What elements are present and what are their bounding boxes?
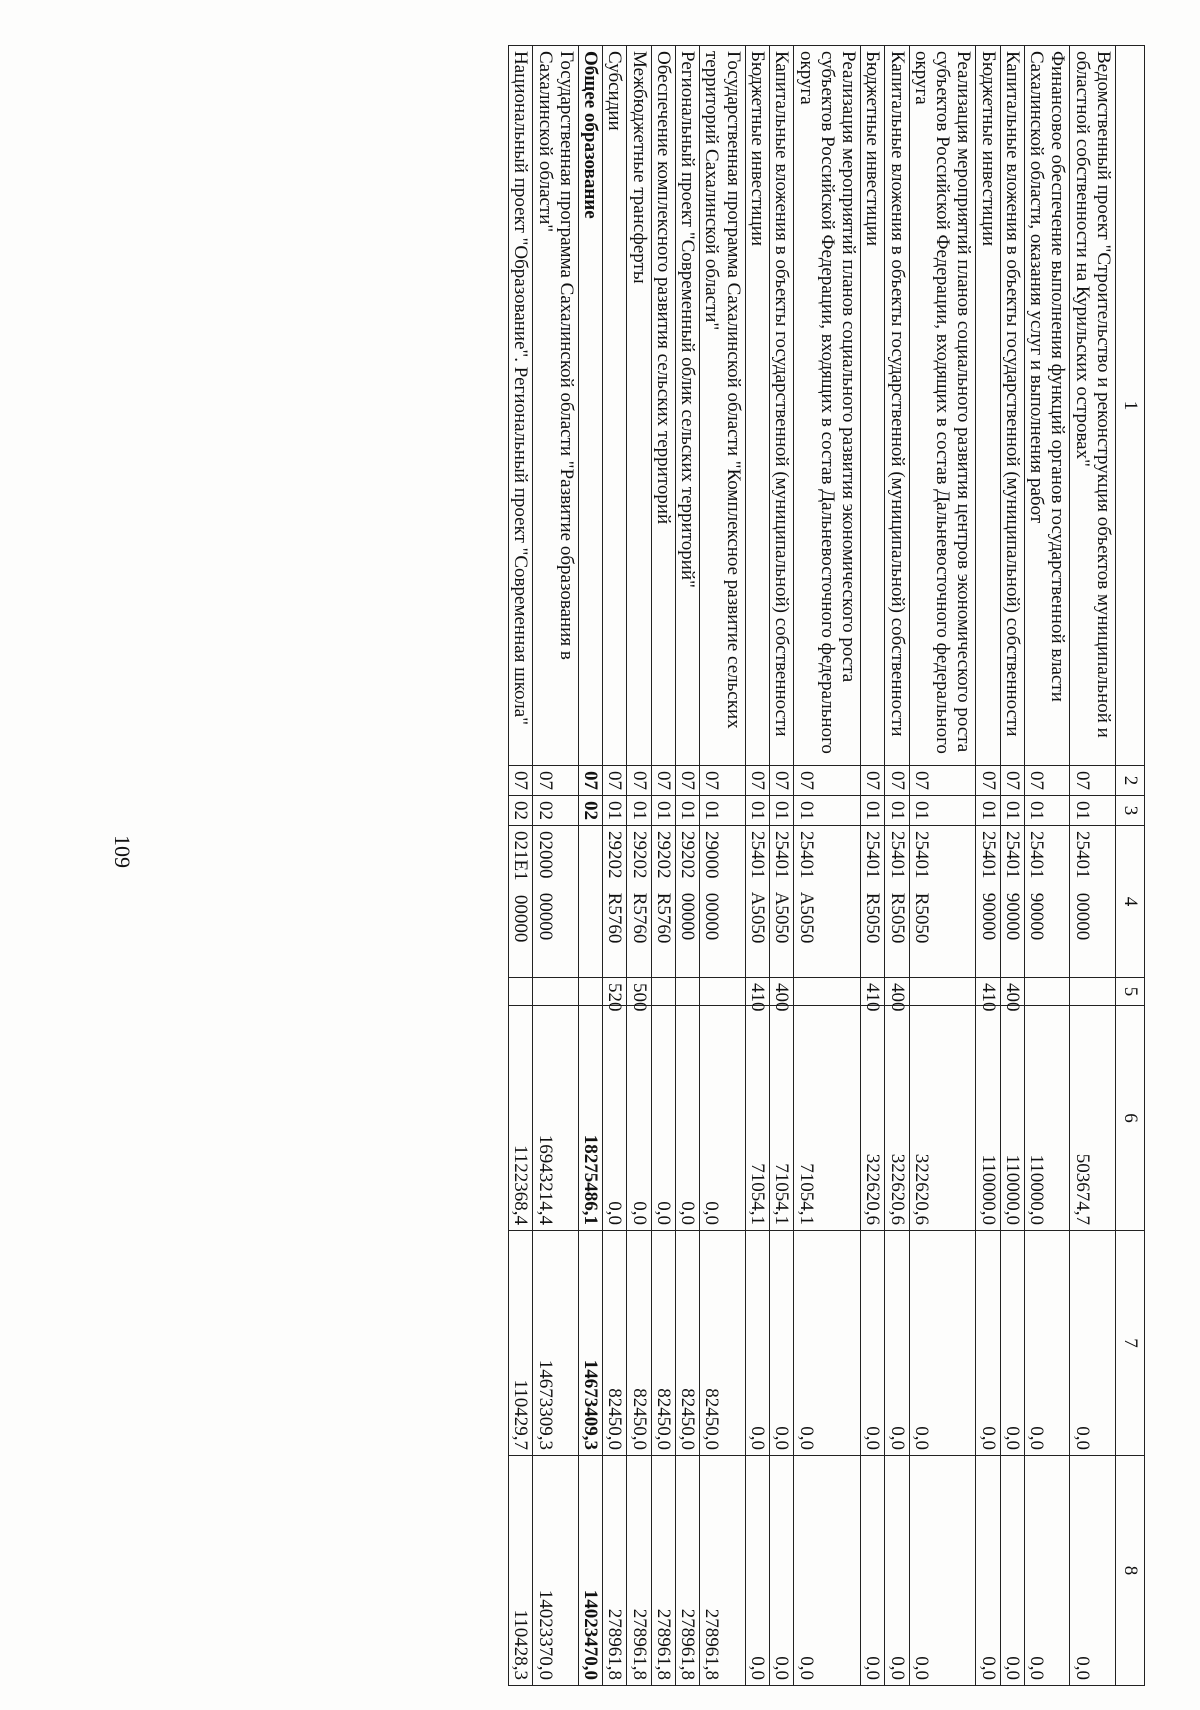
table-row (861, 46, 885, 1686)
table-row (770, 46, 794, 1686)
amount-col-6: 0,0 (700, 1006, 746, 1231)
target-article-code: 25401 00000 (1070, 826, 1116, 978)
section-code: 07 (651, 766, 675, 796)
subsection-code: 01 (794, 796, 861, 826)
subsection-code: 01 (700, 796, 746, 826)
row-name: Региональный проект "Современный облик сельских территорий" (675, 46, 699, 766)
subsection-code: 01 (1024, 796, 1070, 826)
table-row (509, 46, 533, 1686)
amount-col-7: 0,0 (885, 1231, 909, 1456)
amount-col-8: 0,0 (976, 1456, 1000, 1686)
section-code: 07 (976, 766, 1000, 796)
target-article-code: 29202 R5760 (627, 826, 651, 978)
row-name: Ведомственный проект "Строительство и реконструкция объектов муниципальной и областной собственности на Курильских островах" (1070, 46, 1116, 766)
amount-col-7: 0,0 (770, 1231, 794, 1456)
amount-col-6: 322620,6 (885, 1006, 909, 1231)
header-col-5: 5 (1116, 978, 1145, 1006)
target-article-code: 25401 R5050 (885, 826, 909, 978)
expense-type-code: 410 (745, 978, 769, 1006)
header-col-3: 3 (1116, 796, 1145, 826)
rotated-page (85, 45, 1145, 1685)
row-name: Бюджетные инвестиции (976, 46, 1000, 766)
section-code: 07 (700, 766, 746, 796)
amount-col-6: 71054,1 (794, 1006, 861, 1231)
row-name: Реализация мероприятий планов социального развития центров экономического роста субъектов Российской Федерации, входящих в состав Дальневосточного федерального округа (909, 46, 976, 766)
amount-col-7: 0,0 (794, 1231, 861, 1456)
table-row (675, 46, 699, 1686)
section-code: 07 (1000, 766, 1024, 796)
amount-col-6: 71054,1 (770, 1006, 794, 1231)
target-article-code: 25401 A5050 (770, 826, 794, 978)
table-row (1024, 46, 1070, 1686)
amount-col-6: 71054,1 (745, 1006, 769, 1231)
target-article-code: 29000 00000 (700, 826, 746, 978)
amount-col-7: 0,0 (1024, 1231, 1070, 1456)
section-code: 07 (770, 766, 794, 796)
amount-col-8: 14023470,0 (578, 1456, 602, 1686)
row-name: Национальный проект "Образование". Региональный проект "Современная школа" (509, 46, 533, 766)
page-number: 109 (110, 835, 135, 868)
subsection-code: 01 (675, 796, 699, 826)
amount-col-6: 1122368,4 (509, 1006, 533, 1231)
amount-col-8: 110428,3 (509, 1456, 533, 1686)
expense-type-code (700, 978, 746, 1006)
row-name: Обеспечение комплексного развития сельских территорий (651, 46, 675, 766)
row-name: Общее образование (578, 46, 602, 766)
expense-type-code (651, 978, 675, 1006)
amount-col-8: 278961,8 (675, 1456, 699, 1686)
target-article-code: 25401 90000 (1024, 826, 1070, 978)
section-code: 07 (1024, 766, 1070, 796)
expense-type-code (1024, 978, 1070, 1006)
table-row (533, 46, 579, 1686)
header-col-7: 7 (1116, 1231, 1145, 1456)
target-article-code: 25401 A5050 (745, 826, 769, 978)
target-article-code: 021E1 00000 (509, 826, 533, 978)
row-name: Капитальные вложения в объекты государственной (муниципальной) собственности (885, 46, 909, 766)
row-name: Реализация мероприятий планов социального развития экономического роста субъектов Российской Федерации, входящих в состав Дальневосточного федерального округа (794, 46, 861, 766)
section-code: 07 (861, 766, 885, 796)
expense-type-code: 400 (1000, 978, 1024, 1006)
amount-col-8: 0,0 (1024, 1456, 1070, 1686)
subsection-code: 01 (1000, 796, 1024, 826)
amount-col-7: 82450,0 (700, 1231, 746, 1456)
subsection-code: 01 (651, 796, 675, 826)
expense-type-code (1070, 978, 1116, 1006)
amount-col-6: 0,0 (651, 1006, 675, 1231)
subsection-code: 01 (885, 796, 909, 826)
header-row (1116, 46, 1145, 1686)
amount-col-6: 0,0 (627, 1006, 651, 1231)
amount-col-6: 503674,7 (1070, 1006, 1116, 1231)
amount-col-7: 0,0 (976, 1231, 1000, 1456)
expense-type-code: 500 (627, 978, 651, 1006)
amount-col-8: 0,0 (1000, 1456, 1024, 1686)
amount-col-6: 0,0 (603, 1006, 627, 1231)
table-row (1070, 46, 1116, 1686)
amount-col-6: 0,0 (675, 1006, 699, 1231)
row-name: Капитальные вложения в объекты государственной (муниципальной) собственности (770, 46, 794, 766)
section-code: 07 (885, 766, 909, 796)
table-row (651, 46, 675, 1686)
subsection-code: 01 (770, 796, 794, 826)
subsection-code: 01 (909, 796, 976, 826)
amount-col-6: 110000,0 (1024, 1006, 1070, 1231)
amount-col-7: 82450,0 (675, 1231, 699, 1456)
target-article-code: 29202 R5760 (651, 826, 675, 978)
amount-col-7: 82450,0 (627, 1231, 651, 1456)
expense-type-code (509, 978, 533, 1006)
expense-type-code (533, 978, 579, 1006)
row-name: Государственная программа Сахалинской области "Развитие образования в Сахалинской области" (533, 46, 579, 766)
subsection-code: 01 (1070, 796, 1116, 826)
amount-col-7: 0,0 (1070, 1231, 1116, 1456)
amount-col-7: 14673409,3 (578, 1231, 602, 1456)
header-col-1: 1 (1116, 46, 1145, 766)
section-code: 07 (1070, 766, 1116, 796)
target-article-code: 25401 R5050 (861, 826, 885, 978)
amount-col-8: 0,0 (770, 1456, 794, 1686)
section-code: 07 (509, 766, 533, 796)
amount-col-7: 14673309,3 (533, 1231, 579, 1456)
subsection-code: 02 (533, 796, 579, 826)
row-name: Бюджетные инвестиции (861, 46, 885, 766)
target-article-code: 29202 R5760 (603, 826, 627, 978)
target-article-code: 25401 R5050 (909, 826, 976, 978)
expense-type-code: 400 (885, 978, 909, 1006)
amount-col-6: 110000,0 (976, 1006, 1000, 1231)
expense-type-code (675, 978, 699, 1006)
table-row (1000, 46, 1024, 1686)
amount-col-7: 82450,0 (603, 1231, 627, 1456)
table-row (794, 46, 861, 1686)
amount-col-7: 0,0 (1000, 1231, 1024, 1456)
section-code: 07 (627, 766, 651, 796)
subsection-code: 01 (627, 796, 651, 826)
header-col-2: 2 (1116, 766, 1145, 796)
row-name: Финансовое обеспечение выполнения функций органов государственной власти Сахалинской области, оказания услуг и выполнения работ (1024, 46, 1070, 766)
row-name: Капитальные вложения в объекты государственной (муниципальной) собственности (1000, 46, 1024, 766)
header-col-6: 6 (1116, 1006, 1145, 1231)
section-code: 07 (578, 766, 602, 796)
amount-col-6: 18275486,1 (578, 1006, 602, 1231)
amount-col-8: 14023370,0 (533, 1456, 579, 1686)
amount-col-8: 0,0 (861, 1456, 885, 1686)
table-row (700, 46, 746, 1686)
amount-col-8: 278961,8 (700, 1456, 746, 1686)
amount-col-8: 0,0 (1070, 1456, 1116, 1686)
expense-type-code (909, 978, 976, 1006)
amount-col-8: 278961,8 (603, 1456, 627, 1686)
amount-col-6: 322620,6 (861, 1006, 885, 1231)
expense-type-code: 520 (603, 978, 627, 1006)
expense-type-code: 400 (770, 978, 794, 1006)
amount-col-8: 0,0 (745, 1456, 769, 1686)
subsection-code: 02 (509, 796, 533, 826)
target-article-code: 25401 90000 (976, 826, 1000, 978)
row-name: Субсидии (603, 46, 627, 766)
table-row (603, 46, 627, 1686)
section-code: 07 (533, 766, 579, 796)
section-code: 07 (745, 766, 769, 796)
subsection-code: 01 (861, 796, 885, 826)
section-code: 07 (909, 766, 976, 796)
table-row (885, 46, 909, 1686)
amount-col-7: 0,0 (909, 1231, 976, 1456)
amount-col-8: 278961,8 (651, 1456, 675, 1686)
section-code: 07 (603, 766, 627, 796)
expense-type-code: 410 (976, 978, 1000, 1006)
amount-col-8: 0,0 (885, 1456, 909, 1686)
target-article-code: 02000 00000 (533, 826, 579, 978)
section-code: 07 (675, 766, 699, 796)
expense-type-code: 410 (861, 978, 885, 1006)
subsection-code: 01 (603, 796, 627, 826)
row-name: Межбюджетные трансферты (627, 46, 651, 766)
table-row (627, 46, 651, 1686)
amount-col-6: 16943214,4 (533, 1006, 579, 1231)
amount-col-7: 0,0 (861, 1231, 885, 1456)
header-col-8: 8 (1116, 1456, 1145, 1686)
amount-col-8: 0,0 (794, 1456, 861, 1686)
subsection-code: 02 (578, 796, 602, 826)
expense-type-code (794, 978, 861, 1006)
amount-col-8: 0,0 (909, 1456, 976, 1686)
amount-col-8: 278961,8 (627, 1456, 651, 1686)
header-col-4: 4 (1116, 826, 1145, 978)
amount-col-7: 0,0 (745, 1231, 769, 1456)
row-name: Бюджетные инвестиции (745, 46, 769, 766)
budget-table (508, 45, 1145, 1686)
target-article-code: 25401 90000 (1000, 826, 1024, 978)
expense-type-code (578, 978, 602, 1006)
table-row (745, 46, 769, 1686)
amount-col-6: 110000,0 (1000, 1006, 1024, 1231)
subsection-code: 01 (745, 796, 769, 826)
target-article-code: 25401 A5050 (794, 826, 861, 978)
subsection-code: 01 (976, 796, 1000, 826)
amount-col-7: 82450,0 (651, 1231, 675, 1456)
target-article-code: 29202 00000 (675, 826, 699, 978)
target-article-code (578, 826, 602, 978)
amount-col-7: 110429,7 (509, 1231, 533, 1456)
table-row (578, 46, 602, 1686)
table-body (509, 46, 1116, 1686)
table-row (976, 46, 1000, 1686)
amount-col-6: 322620,6 (909, 1006, 976, 1231)
table-row (909, 46, 976, 1686)
section-code: 07 (794, 766, 861, 796)
row-name: Государственная программа Сахалинской области "Комплексное развитие сельских территорий Сахалинской области" (700, 46, 746, 766)
